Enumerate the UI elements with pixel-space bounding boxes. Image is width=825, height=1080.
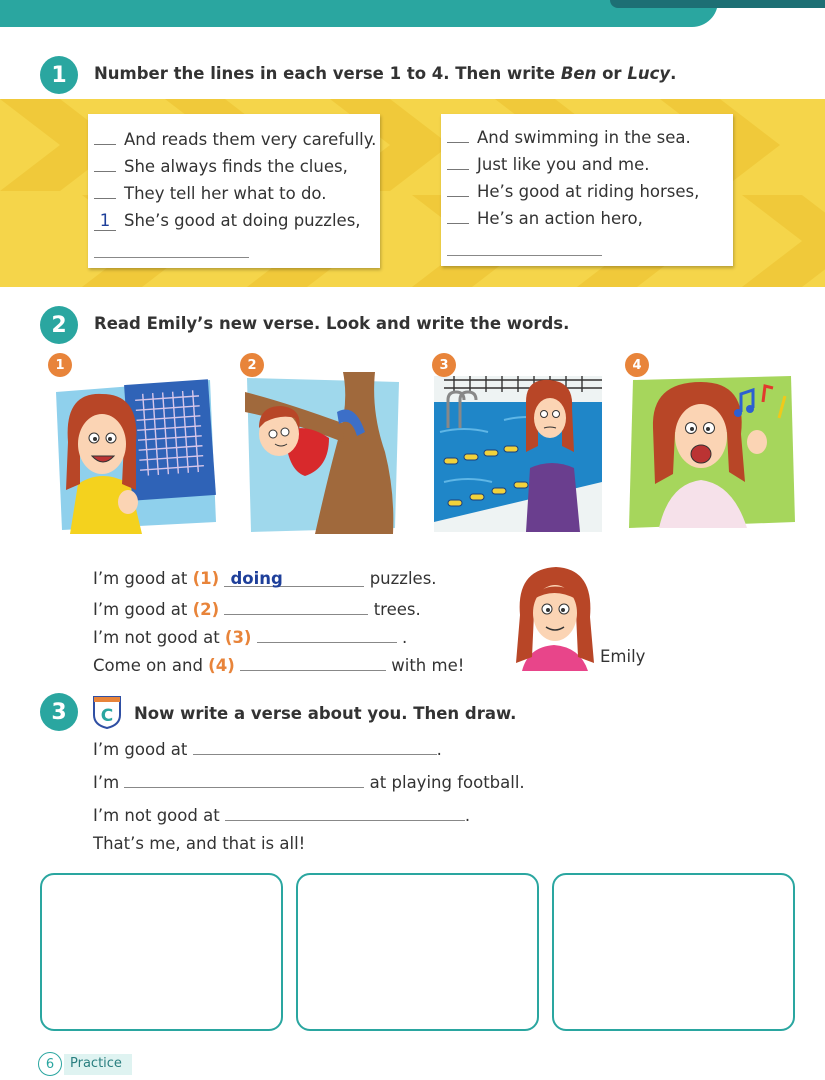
picture-number-badge: 1: [48, 353, 72, 377]
own-verse-line-3: I’m not good at .: [93, 803, 470, 825]
verse-line: She always finds the clues,: [94, 157, 348, 176]
drawing-box-2[interactable]: [296, 873, 539, 1031]
verse-fill-line-1: I’m good at (1) doing puzzles.: [93, 569, 437, 588]
answer-field[interactable]: [124, 770, 364, 788]
answer-field[interactable]: [193, 737, 437, 755]
verse-fill-line-4: Come on and (4) with me!: [93, 653, 464, 675]
verse-card-left: [88, 114, 380, 268]
name-answer-line[interactable]: [447, 255, 602, 256]
number-blank[interactable]: [447, 223, 469, 224]
own-verse-line-1: I’m good at .: [93, 737, 442, 759]
emily-name-label: Emily: [600, 647, 646, 666]
verse-line: And swimming in the sea.: [447, 128, 691, 147]
number-blank[interactable]: [447, 169, 469, 170]
drawing-box-1[interactable]: [40, 873, 283, 1031]
footer-section-label: Practice: [64, 1054, 132, 1075]
verse-line: 1 She’s good at doing puzzles,: [94, 211, 361, 231]
number-blank[interactable]: [447, 142, 469, 143]
picture-swimming: [434, 372, 602, 532]
answer-field[interactable]: doing: [224, 569, 364, 587]
exercise-1-badge: 1: [40, 56, 78, 94]
exercise-2-instruction: Read Emily’s new verse. Look and write the words.: [94, 314, 570, 333]
answer-field[interactable]: [225, 803, 465, 821]
verse-card-right: [441, 114, 733, 266]
svg-text:C: C: [100, 706, 114, 726]
top-banner-accent: [610, 0, 825, 8]
shield-c-icon: [92, 695, 122, 729]
exercise-3-instruction: Now write a verse about you. Then draw.: [134, 704, 517, 723]
answer-field[interactable]: [257, 625, 397, 643]
exercise-3-badge: 3: [40, 693, 78, 731]
own-verse-line-4: That’s me, and that is all!: [93, 834, 306, 853]
exercise-1-instruction: Number the lines in each verse 1 to 4. Then write Ben or Lucy.: [94, 64, 677, 83]
own-verse-line-2: I’m at playing football.: [93, 770, 525, 792]
number-blank[interactable]: [94, 144, 116, 145]
page-number: 6: [38, 1052, 62, 1076]
verse-line: He’s good at riding horses,: [447, 182, 699, 201]
verse-line: He’s an action hero,: [447, 209, 643, 228]
verse-line: And reads them very carefully.: [94, 130, 376, 149]
emily-character: [514, 563, 596, 671]
picture-number-badge: 3: [432, 353, 456, 377]
drawing-box-3[interactable]: [552, 873, 795, 1031]
picture-climbing: [245, 372, 405, 534]
picture-number-badge: 4: [625, 353, 649, 377]
picture-number-badge: 2: [240, 353, 264, 377]
picture-puzzle: [50, 372, 218, 534]
number-blank[interactable]: [94, 198, 116, 199]
verse-line: Just like you and me.: [447, 155, 650, 174]
number-blank[interactable]: [94, 171, 116, 172]
exercise-2-badge: 2: [40, 306, 78, 344]
verse-fill-line-3: I’m not good at (3) .: [93, 625, 407, 647]
answer-field[interactable]: [224, 597, 368, 615]
verse-line: They tell her what to do.: [94, 184, 326, 203]
name-answer-line[interactable]: [94, 257, 249, 258]
number-blank[interactable]: [447, 196, 469, 197]
verse-fill-line-2: I’m good at (2) trees.: [93, 597, 421, 619]
number-blank[interactable]: 1: [94, 211, 116, 231]
answer-field[interactable]: [240, 653, 386, 671]
picture-singing: [629, 372, 795, 528]
